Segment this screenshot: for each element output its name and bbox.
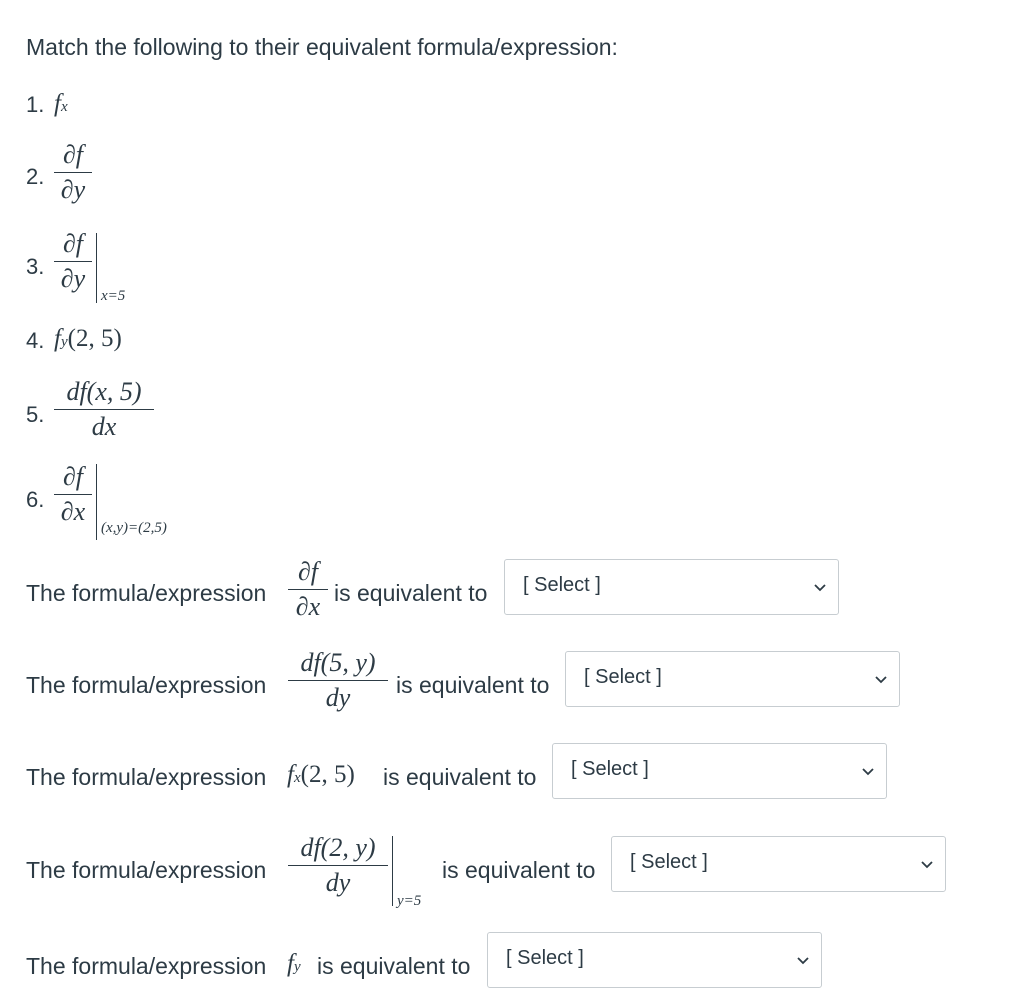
chevron-down-icon [919,856,935,872]
q4-tail: is equivalent to [442,857,596,883]
chevron-down-icon [795,952,811,968]
item-4-expression: fy(2, 5) [54,325,122,352]
q4-lead: The formula/expression [26,857,267,883]
chevron-down-icon [860,763,876,779]
q4-fraction: df(2, y) dy [288,833,388,898]
chevron-down-icon [812,579,828,595]
q5-tail: is equivalent to [317,953,471,979]
q2-select-label: [ Select ] [584,666,662,688]
item-3-fraction: ∂f ∂y [54,229,92,294]
chevron-down-icon [873,671,889,687]
item-1-expression: fx [54,90,68,117]
q4-select[interactable] [611,836,946,892]
item-6-eval-bar [96,464,97,540]
q2-select[interactable] [565,651,900,707]
q1-fraction: ∂f ∂x [288,557,328,622]
item-2-fraction: ∂f ∂y [54,140,92,205]
item-3-eval-bar [96,233,97,303]
item-number-5: 5. [26,402,45,427]
q3-tail: is equivalent to [383,764,537,790]
item-number-1: 1. [26,92,45,117]
q4-eval-subscript: y=5 [397,893,422,909]
q1-select[interactable] [504,559,839,615]
item-3-eval-subscript: x=5 [101,288,126,304]
item-6-fraction: ∂f ∂x [54,462,92,527]
q4-eval-bar [392,836,393,906]
q5-select[interactable] [487,932,822,988]
q2-lead: The formula/expression [26,672,267,698]
q3-expression: fx(2, 5) [287,761,355,788]
q1-tail: is equivalent to [334,580,488,606]
question-prompt: Match the following to their equivalent formula/expression: [26,34,618,60]
q3-lead: The formula/expression [26,764,267,790]
q1-lead: The formula/expression [26,580,267,606]
q5-lead: The formula/expression [26,953,267,979]
q1-select-label: [ Select ] [523,574,601,596]
item-number-4: 4. [26,328,45,353]
item-5-fraction: df(x, 5) dx [54,377,154,442]
q2-tail: is equivalent to [396,672,550,698]
q2-fraction: df(5, y) dy [288,648,388,713]
item-number-2: 2. [26,164,45,189]
item-number-3: 3. [26,254,45,279]
item-6-eval-subscript: (x,y)=(2,5) [101,520,167,536]
q4-select-label: [ Select ] [630,851,708,873]
q3-select-label: [ Select ] [571,758,649,780]
q3-select[interactable] [552,743,887,799]
q5-expression: fy [287,950,301,977]
q5-select-label: [ Select ] [506,947,584,969]
item-number-6: 6. [26,487,45,512]
